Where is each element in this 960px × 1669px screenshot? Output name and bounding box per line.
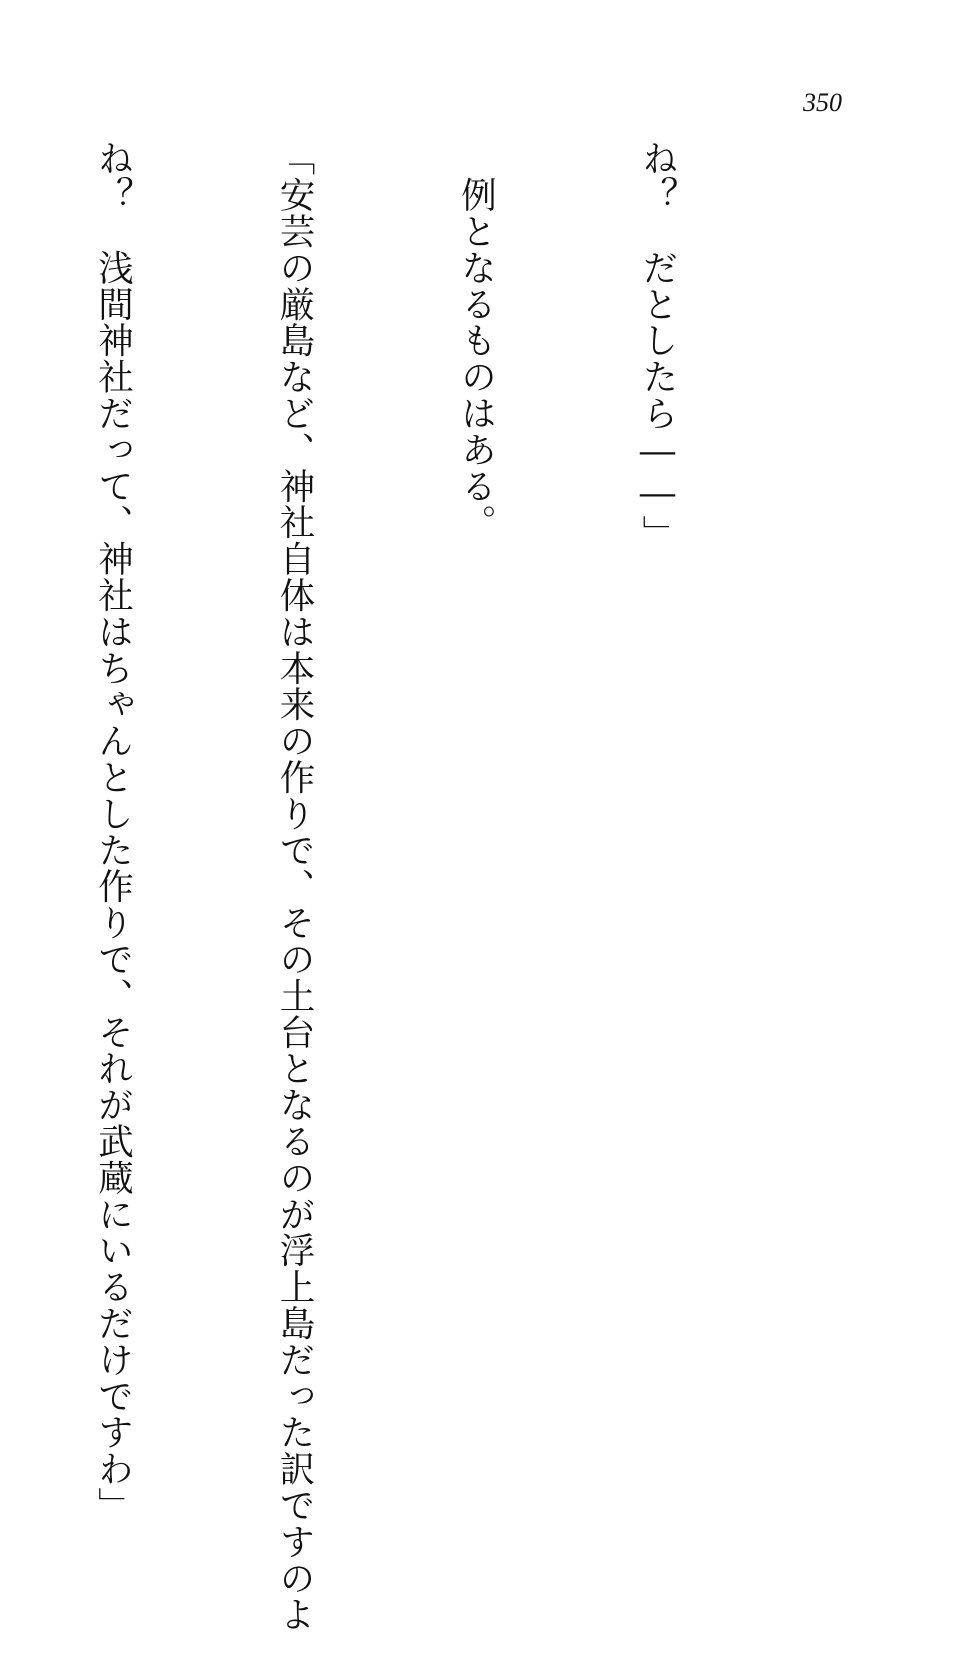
text-line: ね？ 浅間神社だって、神社はちゃんとした作りで、それが武蔵にいるだけですわ」 [92, 140, 134, 1524]
text-line: ね？ だとしたら――」 [637, 140, 678, 552]
text-line: 「安芸の厳島など、神社自体は本来の作りで、その土台となるのが浮上島だった訳ですのよ [274, 140, 315, 1633]
vertical-text-body [0, 140, 808, 1633]
text-line: 例となるものはある。 [455, 140, 497, 541]
page-number: 350 [803, 88, 842, 117]
